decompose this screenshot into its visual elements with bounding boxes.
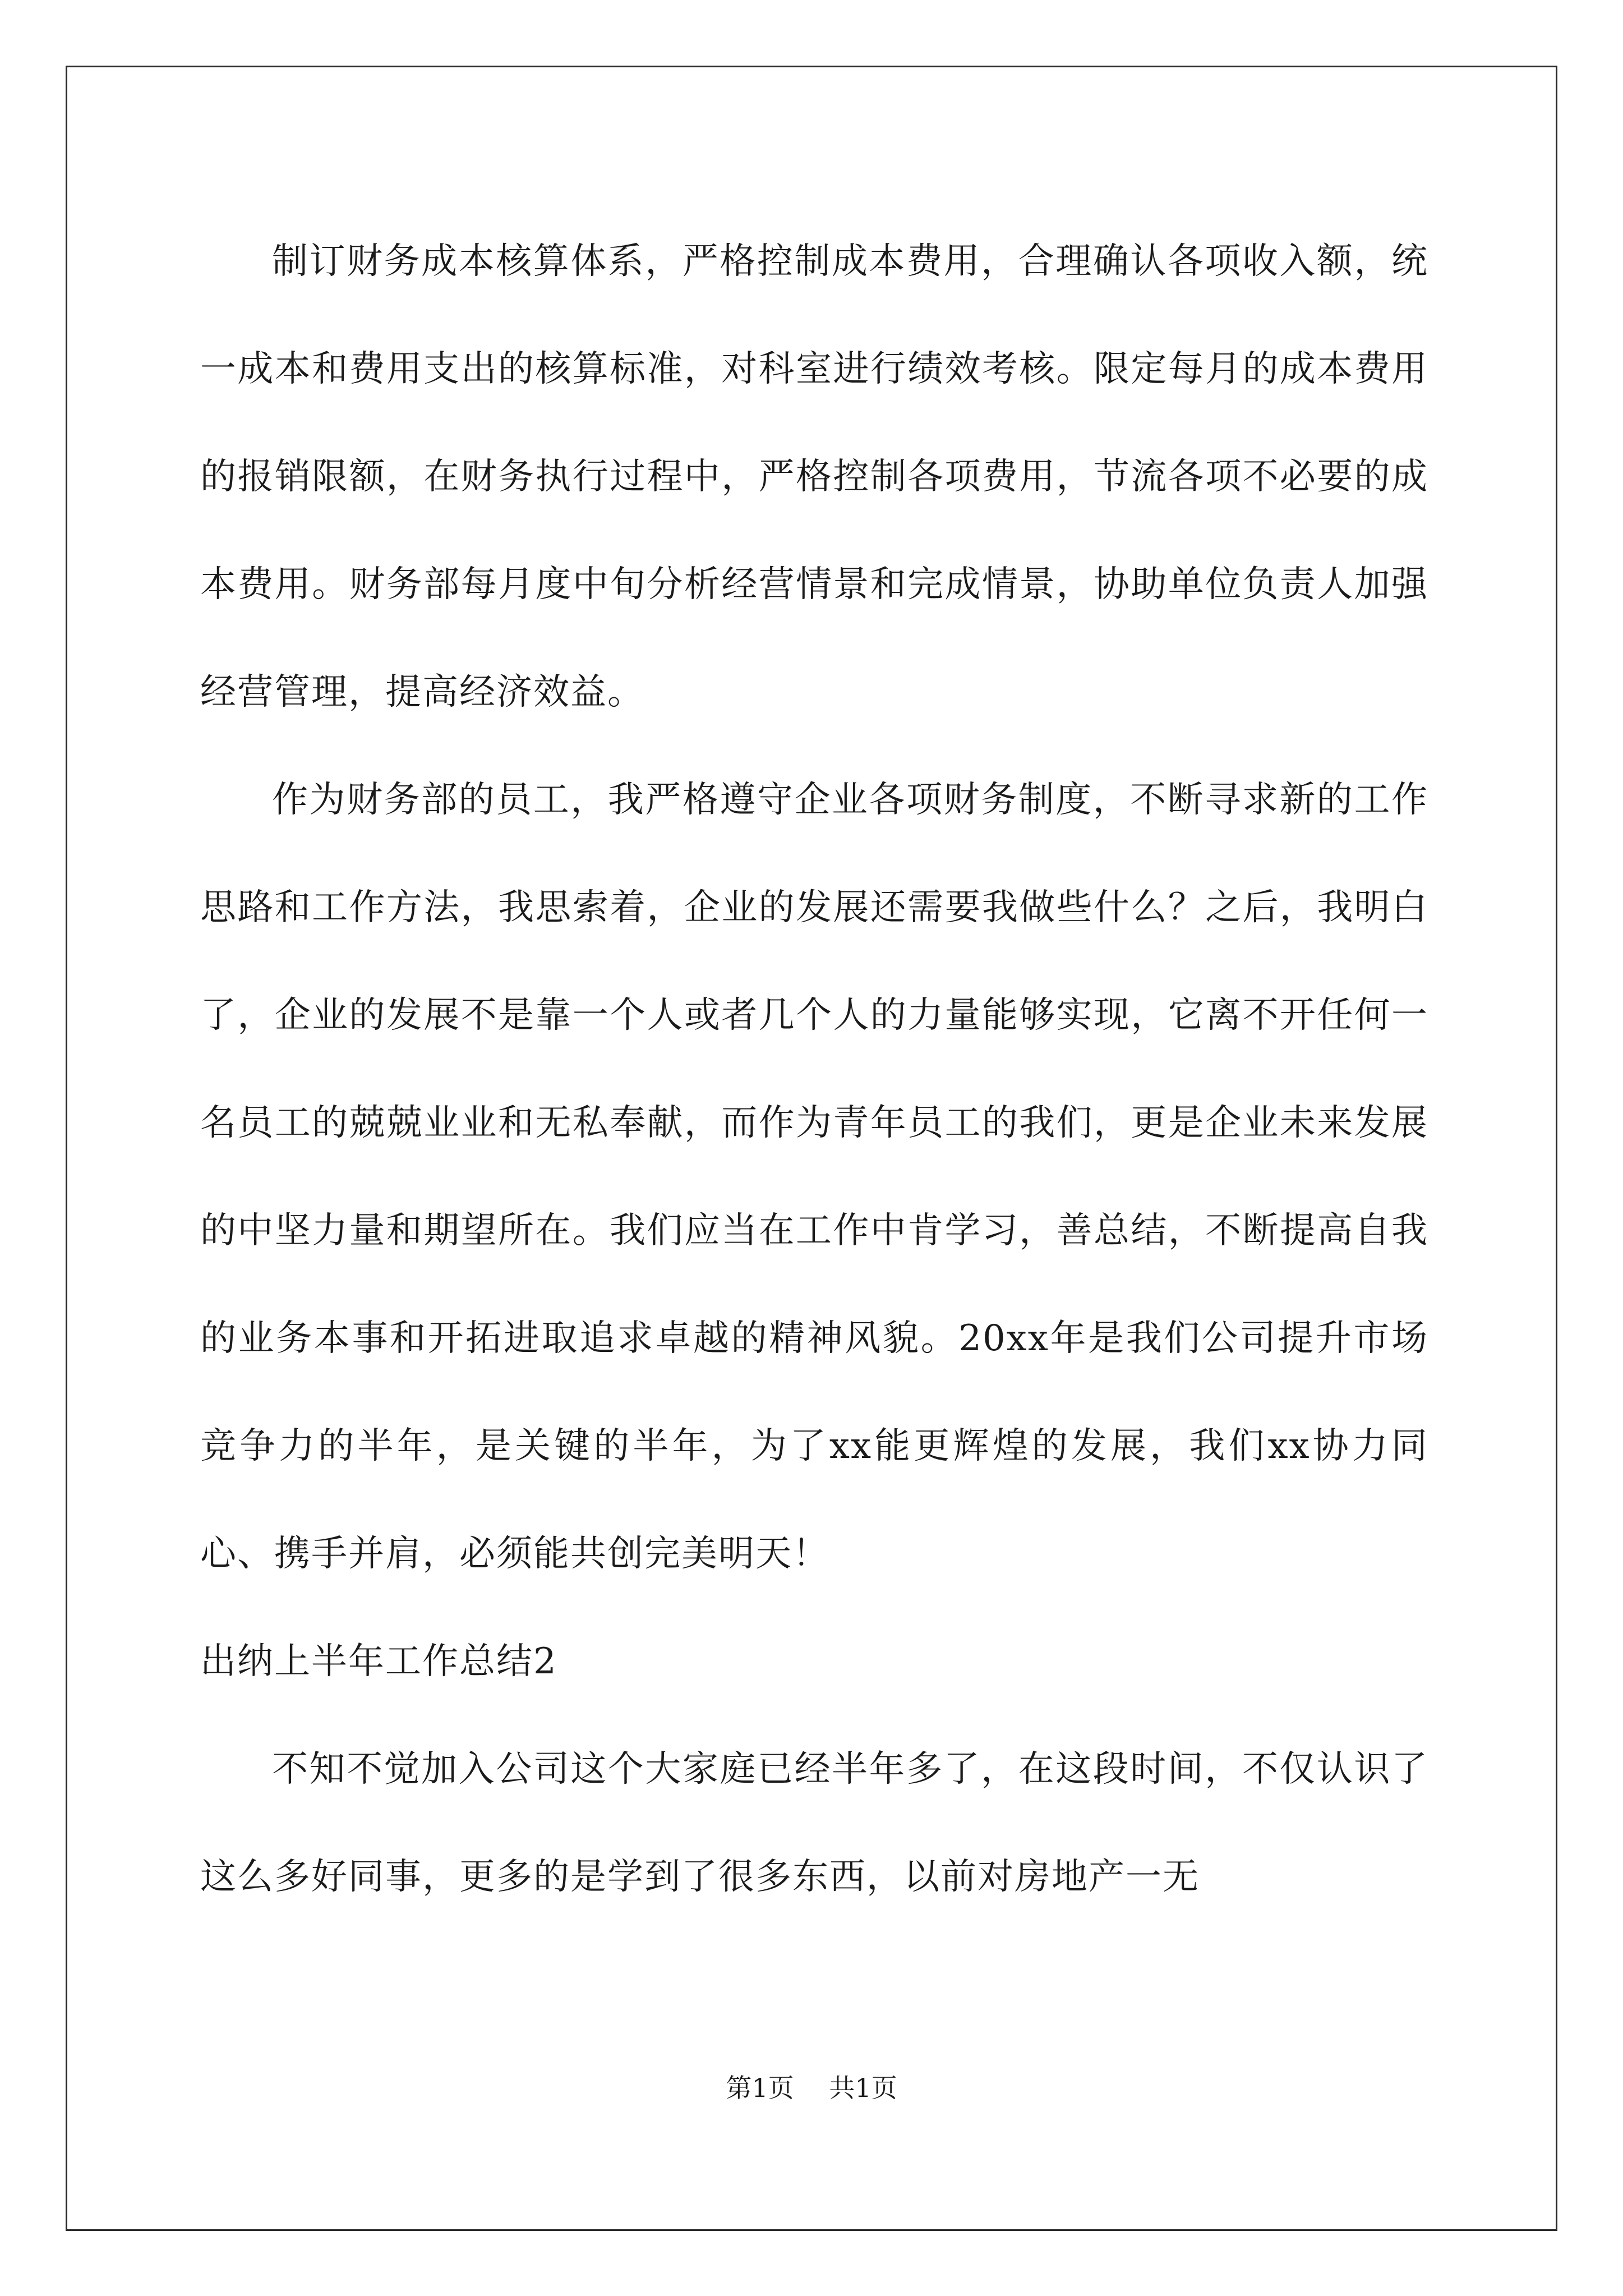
paragraph-1: 制订财务成本核算体系，严格控制成本费用，合理确认各项收入额，统一成本和费用支出的核算标准，对科室进行绩效考核。限定每月的成本费用的报销限额，在财务执行过程中，严格控制各项费用，节流各项不必要的成本费用。财务部每月度中旬分析经营情景和完成情景，协助单位负责人加强经营管理，提高经济效益。 <box>200 241 1428 713</box>
paragraph-2: 作为财务部的员工，我严格遵守企业各项财务制度，不断寻求新的工作思路和工作方法，我思索着，企业的发展还需要我做些什么？之后，我明白了，企业的发展不是靠一个人或者几个人的力量能够实现，它离不开任何一名员工的兢兢业业和无私奉献，而作为青年员工的我们，更是企业未来发展的中坚力量和期望所在。我们应当在工作中肯学习，善总结，不断提高自我的业务本事和开拓进取追求卓越的精神风貌。20xx年是我们公司提升市场竞争力的半年，是关键的半年，为了xx能更辉煌的发展，我们xx协力同心、携手并肩，必须能共创完美明天！ <box>200 779 1428 1575</box>
page-number: 第1页 <box>726 2073 794 2103</box>
document-body <box>200 208 1428 1931</box>
section-heading: 出纳上半年工作总结2 <box>200 1641 557 1682</box>
page-footer <box>0 2071 1623 2105</box>
paragraph-3: 不知不觉加入公司这个大家庭已经半年多了，在这段时间，不仅认识了这么多好同事，更多的是学到了很多东西，以前对房地产一无 <box>200 1749 1428 1898</box>
page-total: 共1页 <box>829 2073 897 2103</box>
